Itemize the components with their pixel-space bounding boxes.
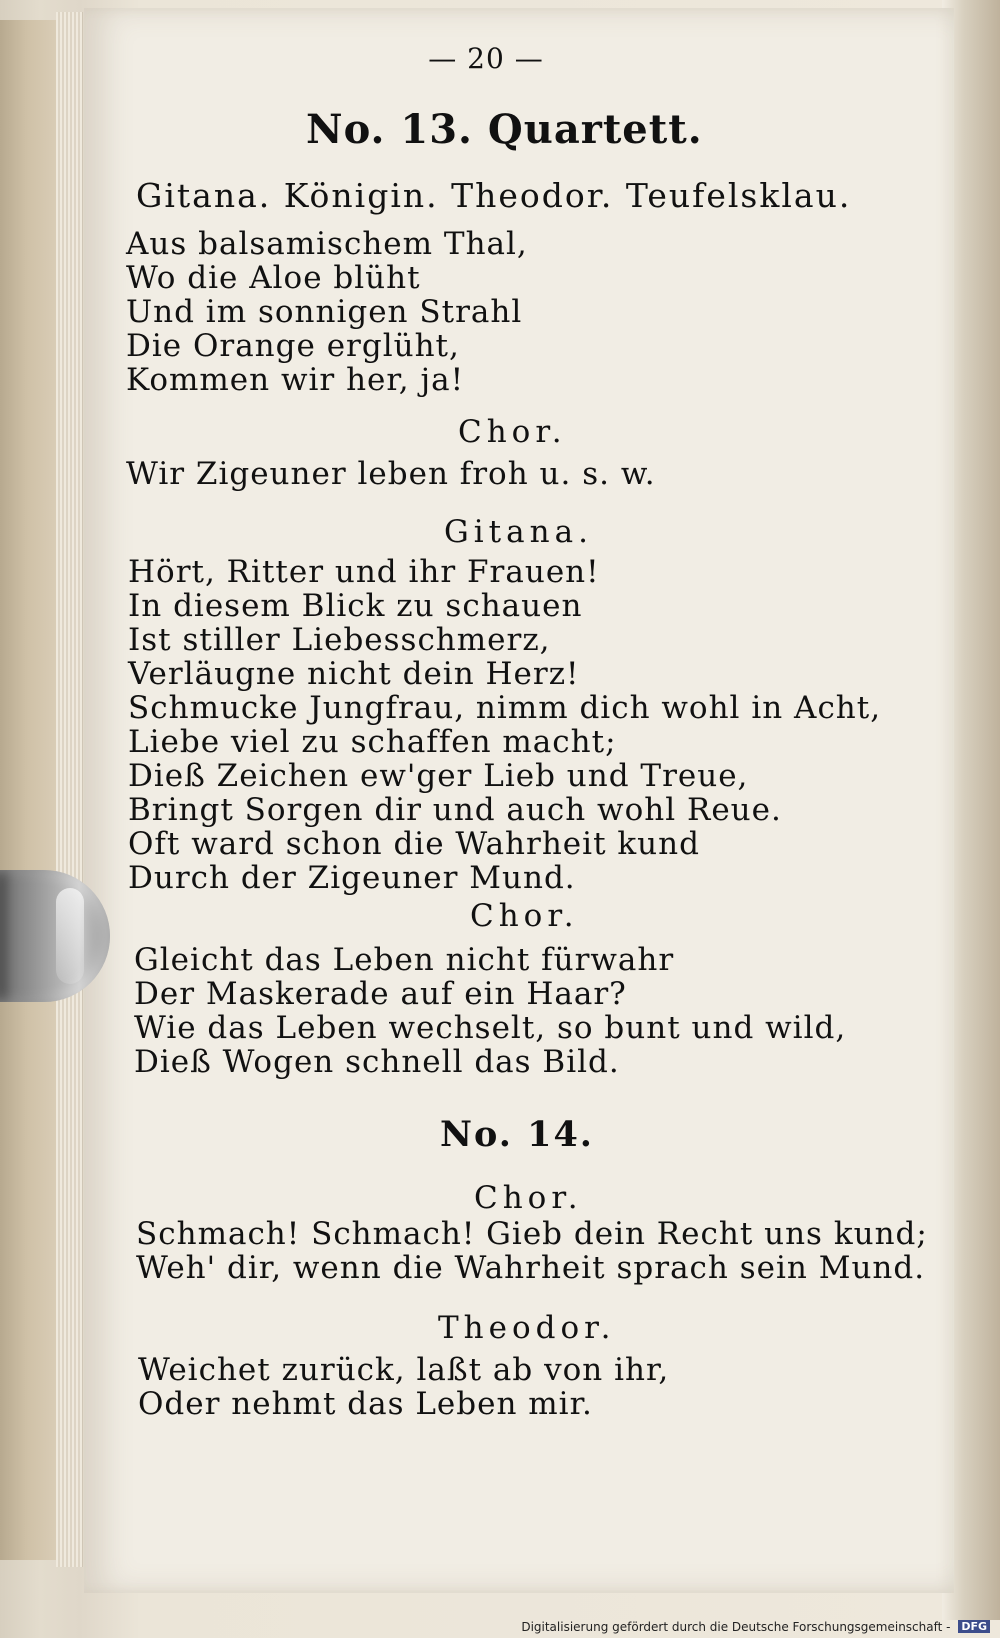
digitization-footer (521, 1620, 990, 1634)
gitana-line: Oft ward schon die Wahrheit kund (128, 826, 700, 862)
gitana-line: Dieß Zeichen ew'ger Lieb und Treue, (128, 758, 749, 794)
gitana-line: In diesem Blick zu schauen (128, 588, 583, 624)
gitana-line: Liebe viel zu schaffen macht; (128, 724, 617, 760)
page-number: — 20 — (428, 42, 544, 75)
chor-line: Dieß Wogen schnell das Bild. (134, 1044, 620, 1080)
chor-line: Wir Zigeuner leben froh u. s. w. (126, 456, 656, 492)
gitana-line: Bringt Sorgen dir und auch wohl Reue. (128, 792, 782, 828)
verse-line: Die Orange erglüht, (126, 328, 460, 364)
theodor-line: Oder nehmt das Leben mir. (138, 1386, 593, 1422)
dfg-logo: DFG (958, 1620, 990, 1633)
gitana-line: Hört, Ritter und ihr Frauen! (128, 554, 600, 590)
chor-line: Weh' dir, wenn die Wahrheit sprach sein Mund. (136, 1250, 926, 1286)
gitana-line: Verläugne nicht dein Herz! (128, 656, 580, 692)
song-number-13-title: No. 13. Quartett. (306, 106, 703, 153)
verse-line: Und im sonnigen Strahl (126, 294, 523, 330)
chor-line: Wie das Leben wechselt, so bunt und wild, (134, 1010, 847, 1046)
chor-line: Schmach! Schmach! Gieb dein Recht uns kund; (136, 1216, 928, 1252)
character-list: Gitana. Königin. Theodor. Teufelsklau. (136, 176, 852, 215)
footer-text: Digitalisierung gefördert durch die Deutsche Forschungsgemeinschaft - (521, 1620, 951, 1634)
gitana-line: Durch der Zigeuner Mund. (128, 860, 576, 896)
speaker-theodor: Theodor. (438, 1310, 616, 1346)
chor-line: Gleicht das Leben nicht fürwahr (134, 942, 675, 978)
theodor-line: Weichet zurück, laßt ab von ihr, (138, 1352, 670, 1388)
speaker-gitana: Gitana. (444, 514, 593, 550)
speaker-chor: Chor. (470, 898, 579, 934)
chor-line: Der Maskerade auf ein Haar? (134, 976, 627, 1012)
gitana-line: Schmucke Jungfrau, nimm dich wohl in Acht, (128, 690, 882, 726)
speaker-chor: Chor. (474, 1180, 583, 1216)
gitana-line: Ist stiller Liebesschmerz, (128, 622, 551, 658)
song-number-14: No. 14. (440, 1114, 594, 1155)
verse-line: Wo die Aloe blüht (126, 260, 421, 296)
verse-line: Aus balsamischem Thal, (126, 226, 528, 262)
verse-line: Kommen wir her, ja! (126, 362, 465, 398)
speaker-chor: Chor. (458, 414, 567, 450)
